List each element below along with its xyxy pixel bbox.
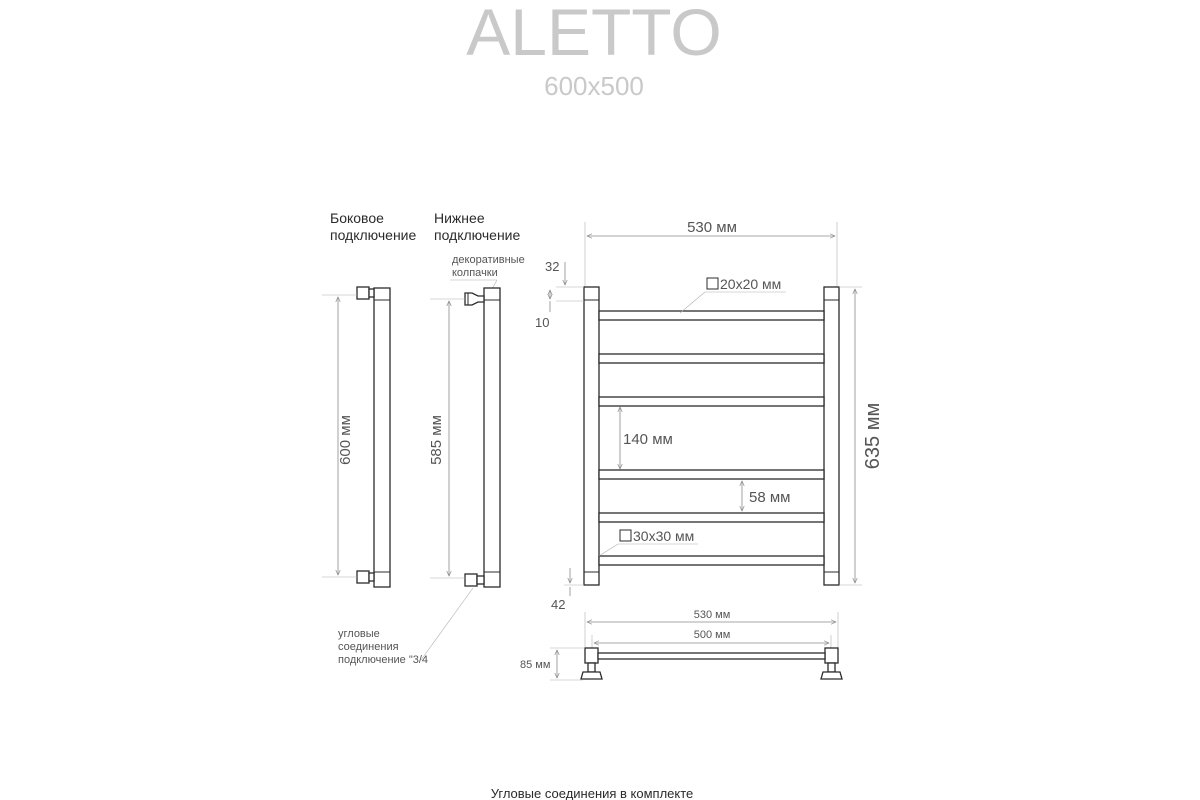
rung-6 — [599, 556, 824, 565]
left-riser — [584, 287, 599, 585]
top-right-riser — [825, 648, 838, 663]
rung-1 — [599, 311, 824, 320]
caps-label-line1: декоративные — [452, 254, 525, 266]
corner-label-line2: соединения — [338, 641, 399, 653]
side-height-dim: 600 мм — [337, 415, 354, 465]
bottom-view — [338, 210, 525, 666]
cap-offset-dim: 10 — [535, 315, 550, 330]
top-inner-width-dim: 500 мм — [693, 629, 731, 641]
small-gap-dim: 58 мм — [749, 489, 791, 506]
bottom-offset-dim: 42 — [551, 597, 566, 612]
front-width-dim: 530 мм — [687, 219, 737, 236]
top-right-foot — [821, 672, 842, 679]
side-riser — [374, 288, 390, 587]
bottom-corner-connector — [465, 574, 477, 586]
top-left-foot — [581, 672, 602, 679]
rung-gap-dim: 140 мм — [623, 431, 673, 448]
rung-profile-icon — [707, 278, 718, 289]
rung-2 — [599, 354, 824, 363]
side-top-connector — [357, 287, 369, 299]
bottom-view-label-line2: подключение — [434, 227, 521, 243]
corner-label-line1: угловые — [338, 628, 380, 640]
side-view-label-line1: Боковое — [330, 210, 384, 226]
model-size: 600x500 — [544, 71, 644, 101]
top-offset-dim: 32 — [545, 259, 560, 274]
caps-label-line2: колпачки — [452, 267, 498, 279]
corner-label-line3: подключение "3/4 — [338, 654, 429, 666]
side-bottom-connector — [357, 571, 369, 583]
bottom-riser — [484, 288, 500, 587]
rung-4 — [599, 470, 824, 479]
front-view — [535, 219, 884, 612]
side-view-label-line2: подключение — [330, 227, 417, 243]
bottom-height-dim: 585 мм — [428, 415, 445, 465]
top-outer-width-dim: 530 мм — [693, 609, 731, 621]
bottom-view-label-line1: Нижнее — [434, 210, 485, 226]
front-height-dim: 635 мм — [862, 402, 884, 470]
rung-3 — [599, 397, 824, 406]
top-view — [520, 609, 842, 680]
frame-profile-label: 30x30 мм — [633, 528, 695, 544]
rung-5 — [599, 513, 824, 522]
top-rung — [598, 653, 825, 659]
frame-profile-icon — [620, 530, 631, 541]
footer-note: Угловые соединения в комплекте — [490, 786, 694, 800]
side-view — [322, 210, 417, 587]
rung-profile-label: 20x20 мм — [720, 276, 782, 292]
right-riser — [824, 287, 839, 585]
top-depth-dim: 85 мм — [520, 659, 551, 671]
model-title: ALETTO — [466, 0, 722, 69]
top-left-riser — [585, 648, 598, 663]
